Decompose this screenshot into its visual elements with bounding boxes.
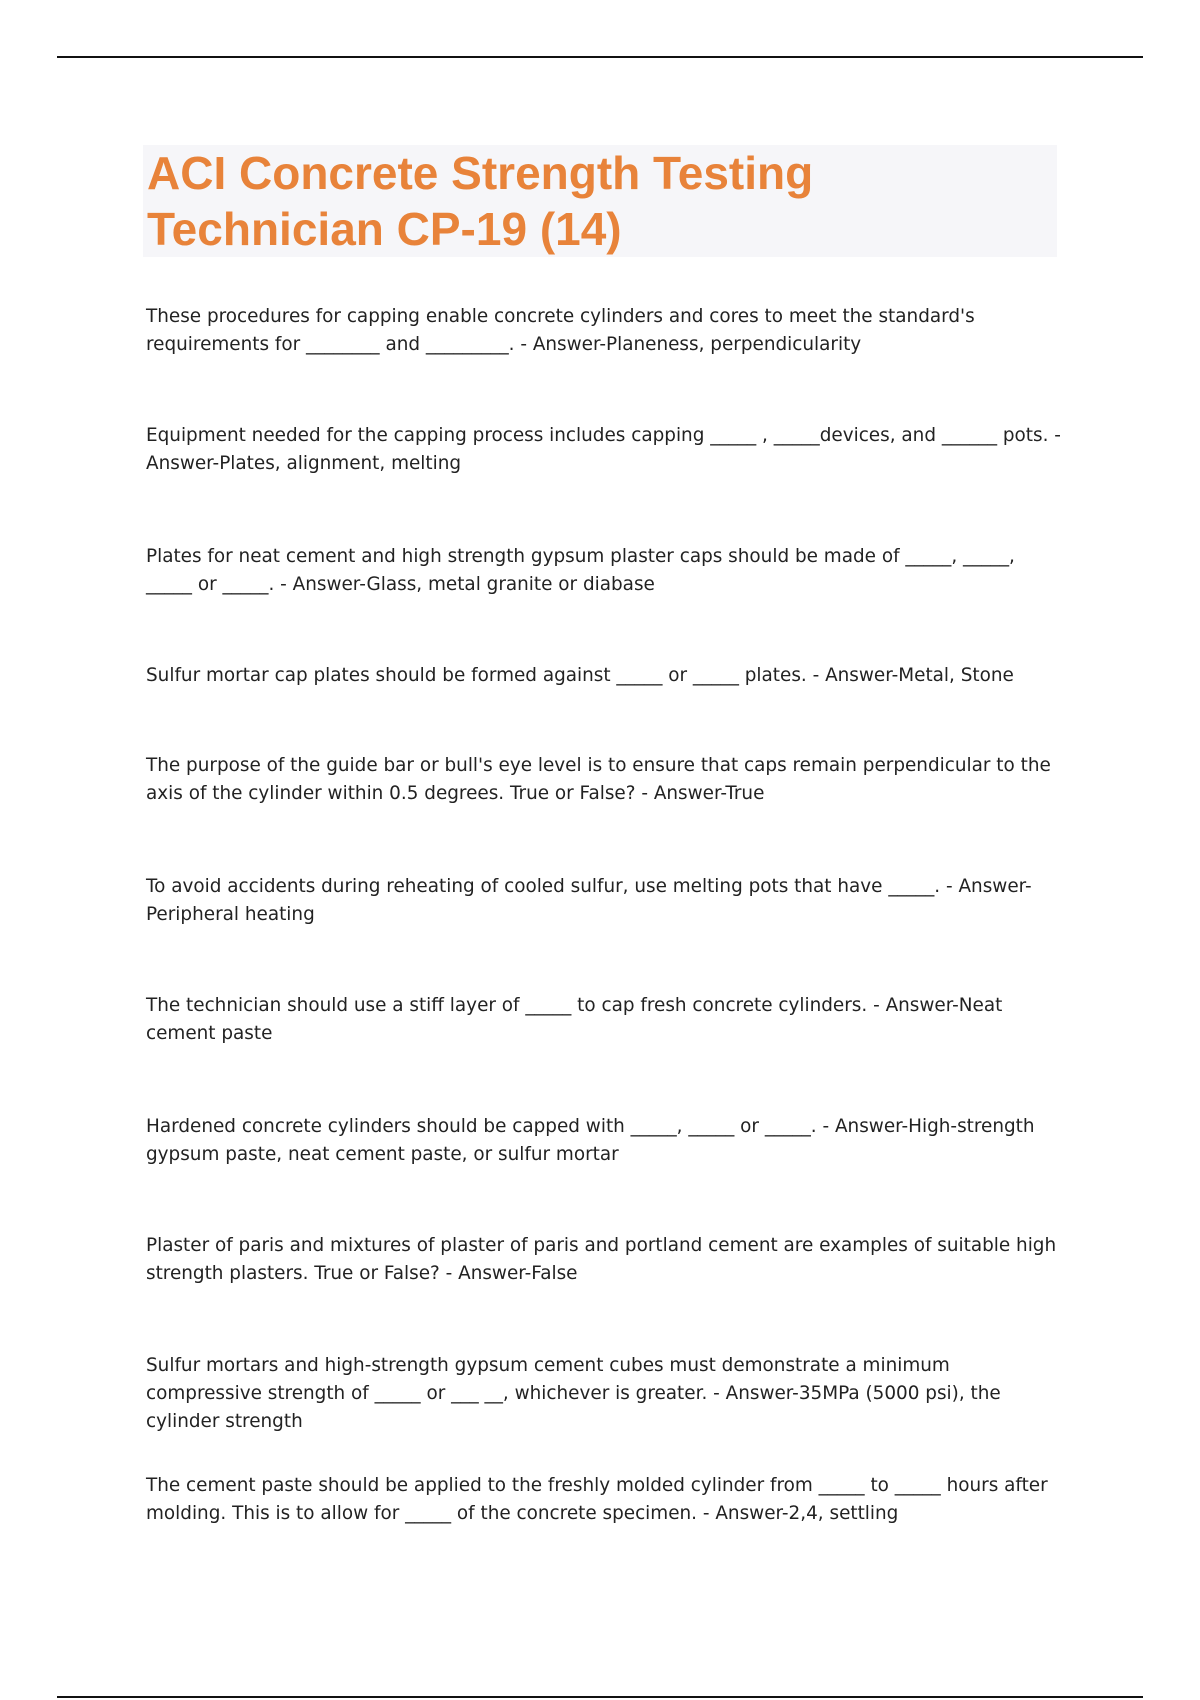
qa-item-6: To avoid accidents during reheating of cooled sulfur, use melting pots that have _____. - Answer-Peripheral heating xyxy=(146,876,1032,925)
qa-item-5: The purpose of the guide bar or bull's eye level is to ensure that caps remain perpendicular to the axis of the cylinder within 0.5 degrees. True or False? - Answer-True xyxy=(146,755,1051,804)
qa-item-8: Hardened concrete cylinders should be capped with _____, _____ or _____. - Answer-High-strength gypsum paste, neat cement paste, or sulfur mortar xyxy=(146,1116,1035,1165)
qa-item-3: Plates for neat cement and high strength gypsum plaster caps should be made of _____, _____, _____ or _____. - Answer-Glass, metal granite or diabase xyxy=(146,546,1015,595)
qa-item-11: The cement paste should be applied to the freshly molded cylinder from _____ to _____ hours after molding. This is to allow for _____ of the concrete specimen. - Answer-2,4, settling xyxy=(146,1475,1048,1524)
qa-item-9: Plaster of paris and mixtures of plaster of paris and portland cement are examples of suitable high strength plasters. True or False? - Answer-False xyxy=(146,1235,1057,1284)
qa-item-4: Sulfur mortar cap plates should be formed against _____ or _____ plates. - Answer-Metal, Stone xyxy=(146,665,1014,686)
qa-item-7: The technician should use a stiff layer of _____ to cap fresh concrete cylinders. - Answer-Neat cement paste xyxy=(146,995,1003,1044)
document-title: ACI Concrete Strength Testing Technician CP-19 (14) xyxy=(147,147,814,255)
qa-item-2: Equipment needed for the capping process includes capping _____ , _____devices, and ______ pots. - Answer-Plates, alignment, melting xyxy=(146,425,1061,474)
bottom-rule xyxy=(57,1696,1143,1698)
qa-item-10: Sulfur mortars and high-strength gypsum cement cubes must demonstrate a minimum compressive strength of _____ or ___ __, whichever is greater. - Answer-35MPa (5000 psi), the cylinder strength xyxy=(146,1355,1001,1432)
qa-item-1: These procedures for capping enable concrete cylinders and cores to meet the standard's requirements for ________ and _________. - Answer-Planeness, perpendicularity xyxy=(146,306,975,355)
top-rule xyxy=(57,56,1143,58)
